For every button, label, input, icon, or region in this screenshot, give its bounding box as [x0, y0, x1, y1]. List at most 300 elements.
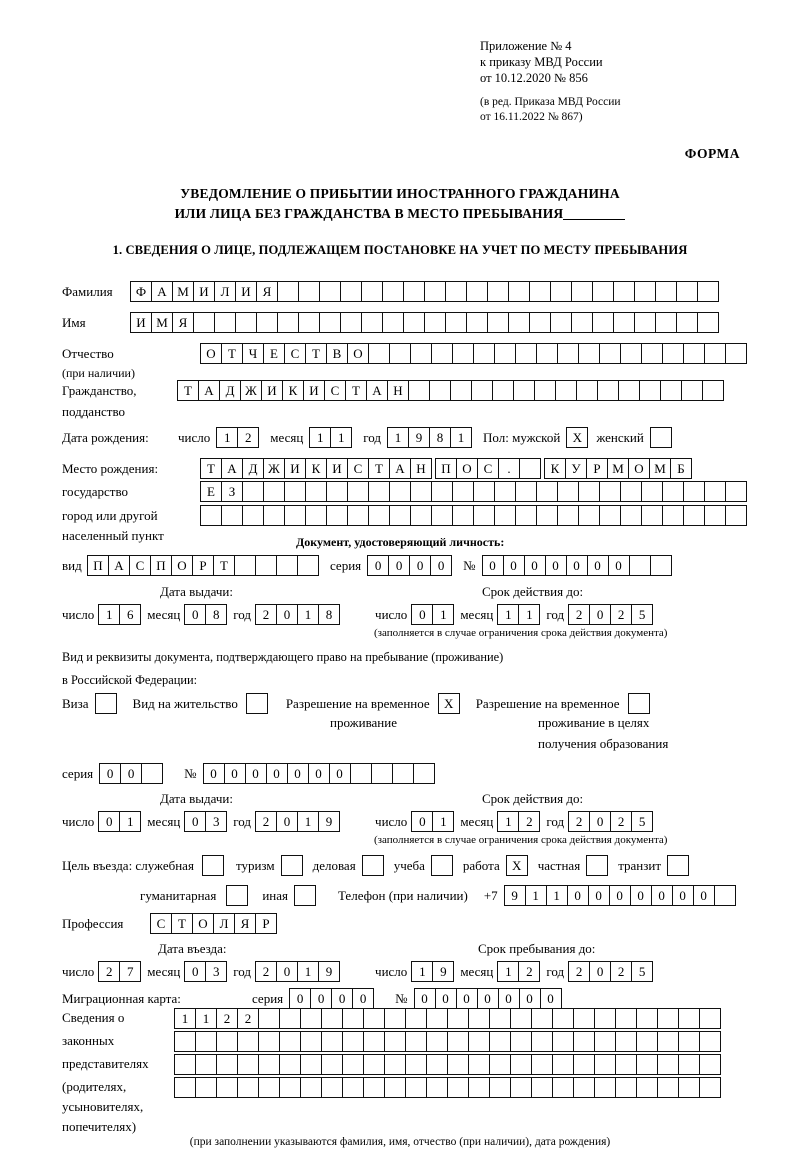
form-cell[interactable] — [319, 281, 341, 302]
mc-series-input[interactable] — [289, 988, 373, 1009]
form-cell[interactable] — [510, 1031, 532, 1052]
form-cell[interactable] — [594, 1031, 616, 1052]
purpose-other-checkbox[interactable] — [294, 885, 316, 906]
legal-rep-input-1[interactable] — [174, 1008, 720, 1029]
form-cell[interactable] — [578, 481, 600, 502]
form-cell[interactable] — [636, 1031, 658, 1052]
form-cell[interactable]: А — [108, 555, 130, 576]
form-cell[interactable]: 1 — [330, 427, 352, 448]
form-cell[interactable]: О — [200, 343, 222, 364]
form-cell[interactable]: Л — [214, 281, 236, 302]
form-cell[interactable] — [403, 312, 425, 333]
form-cell[interactable] — [536, 481, 558, 502]
form-cell[interactable] — [536, 343, 558, 364]
form-cell[interactable]: О — [347, 343, 369, 364]
form-cell[interactable] — [657, 1077, 679, 1098]
form-cell[interactable]: И — [193, 281, 215, 302]
form-cell[interactable] — [321, 1031, 343, 1052]
form-cell[interactable] — [242, 481, 264, 502]
form-cell[interactable] — [725, 481, 747, 502]
form-cell[interactable]: А — [366, 380, 388, 401]
form-cell[interactable]: 0 — [524, 555, 546, 576]
form-cell[interactable]: 1 — [497, 811, 519, 832]
form-cell[interactable] — [613, 312, 635, 333]
form-cell[interactable] — [529, 312, 551, 333]
form-cell[interactable]: К — [282, 380, 304, 401]
form-cell[interactable] — [382, 281, 404, 302]
form-cell[interactable]: 0 — [414, 988, 436, 1009]
form-cell[interactable] — [216, 1031, 238, 1052]
form-cell[interactable]: 0 — [224, 763, 246, 784]
form-cell[interactable] — [578, 505, 600, 526]
form-cell[interactable] — [494, 481, 516, 502]
form-cell[interactable] — [424, 281, 446, 302]
form-cell[interactable] — [571, 281, 593, 302]
form-cell[interactable] — [697, 312, 719, 333]
form-cell[interactable] — [599, 505, 621, 526]
form-cell[interactable] — [573, 1031, 595, 1052]
form-cell[interactable] — [405, 1008, 427, 1029]
form-cell[interactable]: И — [326, 458, 348, 479]
form-cell[interactable] — [531, 1054, 553, 1075]
purpose-transit-checkbox[interactable] — [667, 855, 689, 876]
stay-valid-day-input[interactable] — [411, 811, 453, 832]
form-cell[interactable]: 0 — [567, 885, 589, 906]
citizenship-input[interactable] — [177, 380, 723, 401]
form-cell[interactable]: 0 — [608, 555, 630, 576]
form-cell[interactable]: 2 — [255, 811, 277, 832]
form-cell[interactable]: 1 — [546, 885, 568, 906]
form-cell[interactable] — [300, 1054, 322, 1075]
form-cell[interactable]: 1 — [297, 811, 319, 832]
form-cell[interactable] — [629, 555, 651, 576]
form-cell[interactable] — [319, 312, 341, 333]
form-cell[interactable] — [573, 1077, 595, 1098]
form-cell[interactable] — [592, 281, 614, 302]
form-cell[interactable]: 7 — [119, 961, 141, 982]
form-cell[interactable] — [552, 1008, 574, 1029]
doc-kind-input[interactable] — [87, 555, 318, 576]
form-cell[interactable] — [683, 343, 705, 364]
form-cell[interactable]: С — [150, 913, 172, 934]
form-cell[interactable]: 0 — [120, 763, 142, 784]
form-cell[interactable]: 0 — [245, 763, 267, 784]
form-cell[interactable]: О — [628, 458, 650, 479]
form-cell[interactable] — [508, 312, 530, 333]
form-cell[interactable]: 0 — [587, 555, 609, 576]
form-cell[interactable] — [699, 1031, 721, 1052]
form-cell[interactable]: 1 — [432, 604, 454, 625]
form-cell[interactable]: 2 — [568, 604, 590, 625]
form-cell[interactable] — [347, 505, 369, 526]
form-cell[interactable]: Я — [172, 312, 194, 333]
form-cell[interactable]: 8 — [205, 604, 227, 625]
name-input[interactable] — [130, 312, 718, 333]
birthplace-city-input-a[interactable] — [435, 458, 540, 479]
form-cell[interactable]: 2 — [255, 961, 277, 982]
form-cell[interactable]: 0 — [308, 763, 330, 784]
form-cell[interactable] — [384, 1031, 406, 1052]
form-cell[interactable]: 0 — [388, 555, 410, 576]
form-cell[interactable] — [298, 312, 320, 333]
form-cell[interactable]: 2 — [216, 1008, 238, 1029]
form-cell[interactable] — [557, 505, 579, 526]
form-cell[interactable]: А — [221, 458, 243, 479]
legal-rep-input-4[interactable] — [174, 1077, 720, 1098]
stay-issue-month-input[interactable] — [184, 811, 226, 832]
form-cell[interactable] — [284, 481, 306, 502]
form-cell[interactable]: 0 — [276, 961, 298, 982]
form-cell[interactable]: Ж — [240, 380, 262, 401]
form-cell[interactable]: Ж — [263, 458, 285, 479]
form-cell[interactable]: 0 — [588, 885, 610, 906]
doc-valid-month-input[interactable] — [497, 604, 539, 625]
form-cell[interactable] — [704, 481, 726, 502]
form-cell[interactable] — [683, 505, 705, 526]
form-cell[interactable]: 1 — [525, 885, 547, 906]
form-cell[interactable] — [363, 1008, 385, 1029]
form-cell[interactable]: 0 — [456, 988, 478, 1009]
form-cell[interactable] — [452, 505, 474, 526]
form-cell[interactable]: 0 — [409, 555, 431, 576]
form-cell[interactable]: 0 — [411, 604, 433, 625]
form-cell[interactable] — [242, 505, 264, 526]
form-cell[interactable]: Р — [255, 913, 277, 934]
form-cell[interactable]: 0 — [519, 988, 541, 1009]
form-cell[interactable] — [426, 1008, 448, 1029]
form-cell[interactable] — [389, 505, 411, 526]
form-cell[interactable]: 1 — [309, 427, 331, 448]
form-cell[interactable] — [263, 505, 285, 526]
form-cell[interactable] — [468, 1077, 490, 1098]
form-cell[interactable]: Д — [242, 458, 264, 479]
form-cell[interactable]: 9 — [504, 885, 526, 906]
form-cell[interactable] — [552, 1054, 574, 1075]
form-cell[interactable] — [361, 312, 383, 333]
form-cell[interactable] — [510, 1008, 532, 1029]
form-cell[interactable] — [473, 505, 495, 526]
form-cell[interactable] — [342, 1054, 364, 1075]
form-cell[interactable] — [174, 1054, 196, 1075]
form-cell[interactable]: 0 — [430, 555, 452, 576]
form-cell[interactable] — [571, 312, 593, 333]
stay-end-day-input[interactable] — [411, 961, 453, 982]
form-cell[interactable]: К — [305, 458, 327, 479]
form-cell[interactable] — [214, 312, 236, 333]
form-cell[interactable] — [613, 281, 635, 302]
form-cell[interactable]: 1 — [497, 961, 519, 982]
form-cell[interactable] — [594, 1054, 616, 1075]
form-cell[interactable] — [279, 1054, 301, 1075]
form-cell[interactable] — [531, 1008, 553, 1029]
form-cell[interactable] — [237, 1054, 259, 1075]
form-cell[interactable]: 0 — [352, 988, 374, 1009]
form-cell[interactable] — [510, 1077, 532, 1098]
form-cell[interactable] — [515, 481, 537, 502]
form-cell[interactable] — [340, 281, 362, 302]
entry-month-input[interactable] — [184, 961, 226, 982]
sex-female-checkbox[interactable] — [650, 427, 672, 448]
form-cell[interactable]: 0 — [287, 763, 309, 784]
form-cell[interactable] — [615, 1008, 637, 1029]
form-cell[interactable]: 1 — [297, 961, 319, 982]
form-cell[interactable]: П — [150, 555, 172, 576]
form-cell[interactable] — [384, 1077, 406, 1098]
form-cell[interactable] — [347, 481, 369, 502]
form-cell[interactable]: М — [172, 281, 194, 302]
form-cell[interactable] — [305, 505, 327, 526]
form-cell[interactable]: К — [544, 458, 566, 479]
form-cell[interactable]: М — [607, 458, 629, 479]
form-cell[interactable]: 0 — [589, 811, 611, 832]
form-cell[interactable] — [725, 343, 747, 364]
form-cell[interactable] — [389, 481, 411, 502]
form-cell[interactable] — [237, 1031, 259, 1052]
entry-day-input[interactable] — [98, 961, 140, 982]
form-cell[interactable]: Т — [200, 458, 222, 479]
profession-input[interactable] — [150, 913, 276, 934]
form-cell[interactable] — [235, 312, 257, 333]
form-cell[interactable] — [279, 1008, 301, 1029]
form-cell[interactable] — [599, 343, 621, 364]
form-cell[interactable] — [342, 1008, 364, 1029]
form-cell[interactable] — [697, 281, 719, 302]
form-cell[interactable] — [487, 281, 509, 302]
form-cell[interactable]: Я — [256, 281, 278, 302]
form-cell[interactable] — [678, 1054, 700, 1075]
form-cell[interactable]: 0 — [203, 763, 225, 784]
form-cell[interactable] — [195, 1031, 217, 1052]
form-cell[interactable]: Т — [305, 343, 327, 364]
form-cell[interactable] — [431, 343, 453, 364]
residence-permit-checkbox[interactable] — [246, 693, 268, 714]
form-cell[interactable] — [704, 505, 726, 526]
visa-checkbox[interactable] — [95, 693, 117, 714]
form-cell[interactable] — [193, 312, 215, 333]
form-cell[interactable] — [681, 380, 703, 401]
form-cell[interactable]: 9 — [432, 961, 454, 982]
form-cell[interactable] — [578, 343, 600, 364]
form-cell[interactable]: 2 — [237, 1008, 259, 1029]
form-cell[interactable] — [216, 1077, 238, 1098]
form-cell[interactable]: И — [303, 380, 325, 401]
form-cell[interactable] — [305, 481, 327, 502]
form-cell[interactable]: И — [235, 281, 257, 302]
form-cell[interactable]: 0 — [566, 555, 588, 576]
form-cell[interactable]: 1 — [432, 811, 454, 832]
form-cell[interactable]: Б — [670, 458, 692, 479]
form-cell[interactable] — [699, 1054, 721, 1075]
form-cell[interactable] — [620, 481, 642, 502]
stay-series-input[interactable] — [99, 763, 162, 784]
form-cell[interactable]: 0 — [477, 988, 499, 1009]
form-cell[interactable] — [384, 1008, 406, 1029]
form-cell[interactable]: 5 — [631, 961, 653, 982]
form-cell[interactable]: А — [198, 380, 220, 401]
form-cell[interactable]: 0 — [276, 604, 298, 625]
form-cell[interactable]: Т — [213, 555, 235, 576]
form-cell[interactable]: 1 — [119, 811, 141, 832]
form-cell[interactable] — [279, 1031, 301, 1052]
form-cell[interactable] — [552, 1031, 574, 1052]
doc-number-input[interactable] — [482, 555, 671, 576]
birth-month-input[interactable] — [309, 427, 351, 448]
form-cell[interactable]: С — [477, 458, 499, 479]
form-cell[interactable]: 0 — [589, 604, 611, 625]
form-cell[interactable] — [557, 481, 579, 502]
form-cell[interactable] — [200, 505, 222, 526]
form-cell[interactable] — [466, 281, 488, 302]
purpose-study-checkbox[interactable] — [431, 855, 453, 876]
temp-residence-checkbox[interactable]: X — [438, 693, 460, 714]
form-cell[interactable]: 0 — [411, 811, 433, 832]
form-cell[interactable] — [510, 1054, 532, 1075]
form-cell[interactable] — [676, 281, 698, 302]
form-cell[interactable]: Е — [263, 343, 285, 364]
form-cell[interactable]: О — [171, 555, 193, 576]
form-cell[interactable] — [636, 1008, 658, 1029]
form-cell[interactable] — [573, 1054, 595, 1075]
form-cell[interactable]: Т — [368, 458, 390, 479]
form-cell[interactable]: 0 — [266, 763, 288, 784]
form-cell[interactable]: Р — [192, 555, 214, 576]
form-cell[interactable]: 2 — [98, 961, 120, 982]
form-cell[interactable] — [237, 1077, 259, 1098]
form-cell[interactable]: Д — [219, 380, 241, 401]
form-cell[interactable]: 0 — [329, 763, 351, 784]
form-cell[interactable] — [424, 312, 446, 333]
form-cell[interactable] — [597, 380, 619, 401]
form-cell[interactable]: 0 — [498, 988, 520, 1009]
form-cell[interactable] — [258, 1054, 280, 1075]
form-cell[interactable] — [615, 1031, 637, 1052]
form-cell[interactable]: 0 — [435, 988, 457, 1009]
form-cell[interactable] — [410, 505, 432, 526]
form-cell[interactable] — [321, 1054, 343, 1075]
form-cell[interactable] — [678, 1008, 700, 1029]
form-cell[interactable]: 1 — [411, 961, 433, 982]
form-cell[interactable] — [494, 343, 516, 364]
form-cell[interactable]: С — [347, 458, 369, 479]
form-cell[interactable] — [699, 1008, 721, 1029]
form-cell[interactable] — [714, 885, 736, 906]
form-cell[interactable] — [326, 505, 348, 526]
legal-rep-input-2[interactable] — [174, 1031, 720, 1052]
form-cell[interactable] — [426, 1054, 448, 1075]
form-cell[interactable]: 0 — [589, 961, 611, 982]
form-cell[interactable] — [662, 505, 684, 526]
stay-issue-day-input[interactable] — [98, 811, 140, 832]
entry-year-input[interactable] — [255, 961, 339, 982]
doc-issue-day-input[interactable] — [98, 604, 140, 625]
form-cell[interactable] — [452, 343, 474, 364]
form-cell[interactable] — [704, 343, 726, 364]
form-cell[interactable] — [634, 312, 656, 333]
form-cell[interactable] — [413, 763, 435, 784]
form-cell[interactable] — [342, 1077, 364, 1098]
form-cell[interactable] — [641, 343, 663, 364]
form-cell[interactable] — [550, 281, 572, 302]
stay-end-month-input[interactable] — [497, 961, 539, 982]
form-cell[interactable] — [258, 1008, 280, 1029]
stay-end-year-input[interactable] — [568, 961, 652, 982]
surname-input[interactable] — [130, 281, 718, 302]
form-cell[interactable] — [234, 555, 256, 576]
form-cell[interactable] — [447, 1054, 469, 1075]
form-cell[interactable] — [221, 505, 243, 526]
form-cell[interactable]: 1 — [497, 604, 519, 625]
form-cell[interactable]: 3 — [205, 811, 227, 832]
form-cell[interactable] — [363, 1054, 385, 1075]
sex-male-checkbox[interactable]: X — [566, 427, 588, 448]
form-cell[interactable] — [368, 343, 390, 364]
form-cell[interactable]: 0 — [693, 885, 715, 906]
form-cell[interactable] — [300, 1008, 322, 1029]
form-cell[interactable] — [636, 1054, 658, 1075]
form-cell[interactable]: А — [389, 458, 411, 479]
form-cell[interactable] — [426, 1031, 448, 1052]
form-cell[interactable]: Т — [221, 343, 243, 364]
purpose-private-checkbox[interactable] — [586, 855, 608, 876]
birth-day-input[interactable] — [216, 427, 258, 448]
doc-series-input[interactable] — [367, 555, 451, 576]
form-cell[interactable]: С — [284, 343, 306, 364]
form-cell[interactable] — [655, 281, 677, 302]
form-cell[interactable] — [662, 481, 684, 502]
form-cell[interactable] — [657, 1031, 679, 1052]
purpose-humanitarian-checkbox[interactable] — [226, 885, 248, 906]
form-cell[interactable] — [620, 505, 642, 526]
form-cell[interactable]: П — [87, 555, 109, 576]
form-cell[interactable] — [382, 312, 404, 333]
form-cell[interactable] — [410, 343, 432, 364]
form-cell[interactable] — [431, 505, 453, 526]
form-cell[interactable] — [529, 281, 551, 302]
form-cell[interactable] — [641, 505, 663, 526]
form-cell[interactable]: 1 — [450, 427, 472, 448]
form-cell[interactable] — [368, 505, 390, 526]
doc-issue-month-input[interactable] — [184, 604, 226, 625]
form-cell[interactable] — [403, 281, 425, 302]
form-cell[interactable]: 0 — [331, 988, 353, 1009]
form-cell[interactable] — [405, 1077, 427, 1098]
form-cell[interactable]: М — [649, 458, 671, 479]
purpose-work-checkbox[interactable]: X — [506, 855, 528, 876]
form-cell[interactable]: 0 — [482, 555, 504, 576]
form-cell[interactable] — [534, 380, 556, 401]
form-cell[interactable] — [389, 343, 411, 364]
form-cell[interactable]: 9 — [408, 427, 430, 448]
form-cell[interactable] — [618, 380, 640, 401]
form-cell[interactable] — [592, 312, 614, 333]
doc-valid-day-input[interactable] — [411, 604, 453, 625]
form-cell[interactable] — [678, 1031, 700, 1052]
form-cell[interactable]: 1 — [216, 427, 238, 448]
birthplace-city-input-b[interactable] — [544, 458, 691, 479]
form-cell[interactable] — [494, 505, 516, 526]
form-cell[interactable]: 1 — [174, 1008, 196, 1029]
form-cell[interactable] — [639, 380, 661, 401]
form-cell[interactable] — [297, 555, 319, 576]
form-cell[interactable]: 2 — [518, 811, 540, 832]
form-cell[interactable]: И — [130, 312, 152, 333]
form-cell[interactable] — [363, 1031, 385, 1052]
form-cell[interactable] — [519, 458, 541, 479]
form-cell[interactable]: Р — [586, 458, 608, 479]
stay-number-input[interactable] — [203, 763, 434, 784]
form-cell[interactable]: 5 — [631, 604, 653, 625]
form-cell[interactable]: О — [456, 458, 478, 479]
